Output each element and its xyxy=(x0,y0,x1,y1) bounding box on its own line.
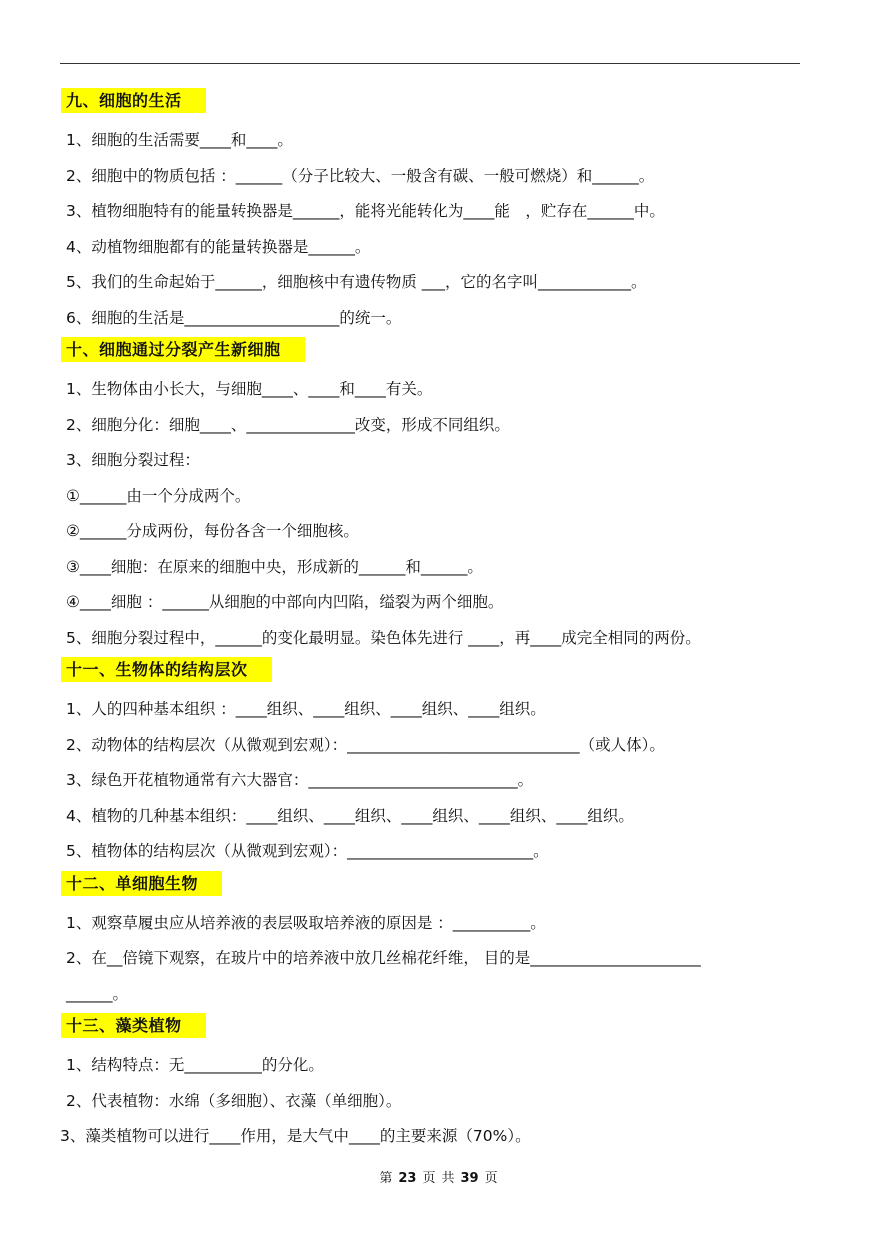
question-line: 3、细胞分裂过程： xyxy=(66,451,200,469)
question-line: 1、人的四种基本组织 ：____组织、____组织、____组织、____组织。 xyxy=(66,700,546,718)
question-line: 3、植物细胞特有的能量转换器是______，能将光能转化为____能 ，贮存在______中。 xyxy=(66,202,665,220)
question-line: 1、观察草履虫应从培养液的表层吸取培养液的原因是 ：__________。 xyxy=(66,913,546,932)
question-line: ①______由一个分成两个。 xyxy=(66,486,251,505)
section-heading xyxy=(0,870,877,906)
total-page-count: 39 xyxy=(460,1171,479,1186)
question-line: 5、植物体的结构层次（从微观到宏观）：________________________。 xyxy=(66,842,549,860)
section-heading xyxy=(0,336,877,372)
document-body xyxy=(0,87,877,1155)
question-line: 5、细胞分裂过程中，______的变化最明显。染色体先进行 ____，再____成完全相同的两份。 xyxy=(66,628,701,647)
current-page-number: 23 xyxy=(398,1171,417,1186)
page-footer: 第 23 页 共 39 页 xyxy=(379,1171,498,1186)
question-line: 1、细胞的生活需要____和____。 xyxy=(66,131,293,149)
question-line: 4、植物的几种基本组织：____组织、____组织、____组织、____组织、____组织。 xyxy=(66,806,634,825)
section-title: 十二、单细胞生物 xyxy=(61,871,222,896)
section-title: 十、细胞通过分裂产生新细胞 xyxy=(61,337,305,362)
question-line: ③____细胞：在原来的细胞中央，形成新的______和______。 xyxy=(66,557,483,576)
question-line: 5、我们的生命起始于______，细胞核中有遗传物质 ___，它的名字叫____________。 xyxy=(66,273,647,291)
question-line: 2、在__倍镜下观察，在玻片中的培养液中放几丝棉花纤维， 目的是______________________ xyxy=(66,949,701,967)
question-line: 2、动物体的结构层次（从微观到宏观）：______________________________（或人体）。 xyxy=(66,735,665,754)
question-line: ______。 xyxy=(66,984,129,1003)
question-line: 2、细胞分化：细胞____、______________改变，形成不同组织。 xyxy=(66,415,510,434)
section-title: 十一、生物体的结构层次 xyxy=(61,657,272,682)
section-title: 九、细胞的生活 xyxy=(61,88,206,113)
question-line: ②______分成两份，每份各含一个细胞核。 xyxy=(66,522,359,540)
section-title: 十三、藻类植物 xyxy=(61,1013,206,1038)
question-line: 3、绿色开花植物通常有六大器官：___________________________。 xyxy=(66,771,534,789)
header-rule xyxy=(60,63,800,64)
question-line: ④____细胞 ：______从细胞的中部向内凹陷，缢裂为两个细胞。 xyxy=(66,593,504,611)
question-line: 2、代表植物：水绵（多细胞）、衣藻（单细胞）。 xyxy=(66,1091,402,1110)
question-line: 6、细胞的生活是____________________的统一。 xyxy=(66,308,402,327)
question-line: 3、藻类植物可以进行____作用，是大气中____的主要来源（70%）。 xyxy=(60,1127,531,1145)
section-heading xyxy=(0,656,877,692)
section-heading xyxy=(0,87,877,123)
question-line: 1、结构特点：无__________的分化。 xyxy=(66,1056,324,1074)
question-line: 1、生物体由小长大，与细胞____、____和____有关。 xyxy=(66,380,433,398)
question-line: 4、动植物细胞都有的能量转换器是______。 xyxy=(66,237,371,256)
question-line: 2、细胞中的物质包括 ：______（分子比较大、一般含有碳、一般可燃烧）和______。 xyxy=(66,166,655,185)
section-heading xyxy=(0,1012,877,1048)
